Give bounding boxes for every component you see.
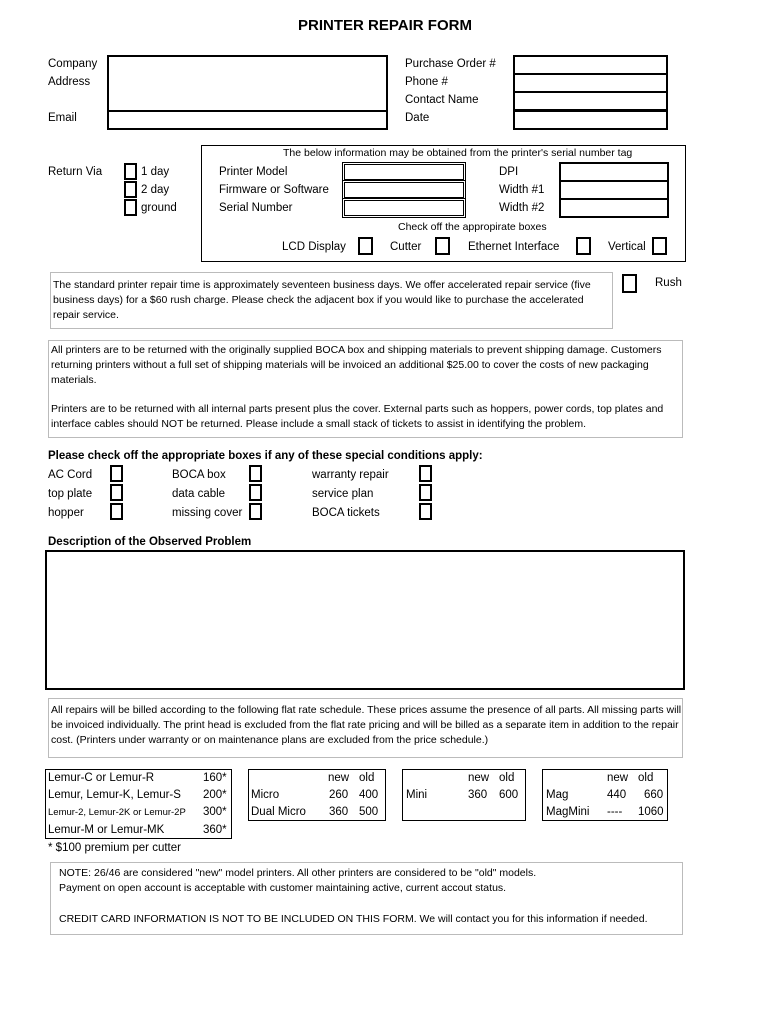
serial-tag-note: The below information may be obtained from the printer's serial number tag: [283, 147, 633, 159]
warranty-repair-checkbox[interactable]: [419, 465, 432, 482]
ethernet-label: Ethernet Interface: [468, 241, 560, 253]
special-service-plan-label: service plan: [312, 488, 374, 500]
phone-label: Phone #: [405, 76, 448, 88]
lemur-price: 300*: [203, 806, 227, 818]
contact-label: Contact Name: [405, 94, 479, 106]
mag-old: 1060: [638, 806, 664, 818]
dpi-field[interactable]: [559, 162, 669, 182]
date-label: Date: [405, 112, 430, 124]
note-line-1: NOTE: 26/46 are considered "new" model printers. All other printers are considered to be "old" models.: [59, 867, 537, 879]
width2-field[interactable]: [559, 198, 669, 218]
check-boxes-note: Check off the appropirate boxes: [398, 221, 547, 233]
address-label: Address: [48, 76, 91, 88]
return-via-label: Return Via: [48, 166, 103, 178]
lcd-display-checkbox[interactable]: [358, 237, 373, 255]
micro-new: 360: [329, 806, 349, 818]
mini-new: 360: [468, 789, 488, 801]
ac-cord-checkbox[interactable]: [110, 465, 123, 482]
boca-box-checkbox[interactable]: [249, 465, 262, 482]
special-boca-box-label: BOCA box: [172, 469, 226, 481]
lemur-name: Lemur-2, Lemur-2K or Lemur-2P: [48, 807, 186, 818]
hopper-checkbox[interactable]: [110, 503, 123, 520]
return-option-label: 2 day: [141, 184, 170, 196]
firmware-field[interactable]: [342, 180, 466, 200]
lemur-price: 360*: [203, 824, 227, 836]
return-option-label: ground: [141, 202, 177, 214]
mag-name: MagMini: [546, 806, 590, 818]
firmware-label: Firmware or Software: [219, 184, 329, 196]
dpi-label: DPI: [499, 166, 519, 178]
po-field[interactable]: [513, 55, 668, 75]
problem-description-field[interactable]: [45, 550, 685, 690]
special-hopper-label: hopper: [48, 507, 84, 519]
return-2day-checkbox[interactable]: [124, 181, 137, 198]
old-header: old: [499, 772, 515, 784]
rush-text: The standard printer repair time is approximately seventeen business days. We offer accelerated repair service (five business days) for a $60 rush charge. Please check the adjacent box if you would like to purchase the accelerated repair service.: [53, 279, 591, 321]
return-option-label: 1 day: [141, 166, 170, 178]
vertical-checkbox[interactable]: [652, 237, 667, 255]
special-ac-cord-label: AC Cord: [48, 469, 93, 481]
note-line-3: CREDIT CARD INFORMATION IS NOT TO BE INCLUDED ON THIS FORM. We will contact you for this information if needed.: [59, 913, 648, 925]
cutter-checkbox[interactable]: [435, 237, 450, 255]
return-ground-checkbox[interactable]: [124, 199, 137, 216]
micro-name: Dual Micro: [251, 806, 306, 818]
new-header: new: [328, 772, 350, 784]
micro-old: 400: [359, 789, 379, 801]
company-address-field[interactable]: [107, 55, 388, 112]
serial-number-field[interactable]: [342, 198, 466, 218]
return-policy-p2: Printers are to be returned with all internal parts present plus the cover. External parts such as hoppers, power cords, top plates and interface cables should NOT be returned. Please include a small stack of tickets to assist in identifying the problem.: [51, 403, 664, 430]
mini-old: 600: [499, 789, 519, 801]
old-header: old: [638, 772, 654, 784]
top-plate-checkbox[interactable]: [110, 484, 123, 501]
lemur-name: Lemur-C or Lemur-R: [48, 772, 155, 784]
special-warranty-label: warranty repair: [312, 469, 389, 481]
mag-name: Mag: [546, 789, 569, 801]
new-header: new: [607, 772, 629, 784]
printer-model-label: Printer Model: [219, 166, 288, 178]
lcd-display-label: LCD Display: [282, 241, 346, 253]
phone-field[interactable]: [513, 73, 668, 93]
return-1day-checkbox[interactable]: [124, 163, 137, 180]
email-label: Email: [48, 112, 77, 124]
data-cable-checkbox[interactable]: [249, 484, 262, 501]
mag-new: ----: [607, 806, 623, 818]
contact-field[interactable]: [513, 91, 668, 111]
billing-text: All repairs will be billed according to the following flat rate schedule. These prices assume the presence of all parts. All missing parts will be invoiced individually. The print head is excluded from the flat rate pricing and will be billed as a separate item in addition to the repair cost. (Printers under warranty or on maintenance plans are excluded from the price schedule.): [51, 704, 682, 746]
missing-cover-checkbox[interactable]: [249, 503, 262, 520]
micro-new: 260: [329, 789, 349, 801]
lemur-price: 160*: [203, 772, 227, 784]
service-plan-checkbox[interactable]: [419, 484, 432, 501]
special-top-plate-label: top plate: [48, 488, 93, 500]
lemur-price: 200*: [203, 789, 227, 801]
width1-field[interactable]: [559, 180, 669, 200]
width2-label: Width #2: [499, 202, 545, 214]
boca-tickets-checkbox[interactable]: [419, 503, 432, 520]
note-line-2: Payment on open account is acceptable with customer maintaining active, current accout status.: [59, 882, 507, 894]
special-missing-cover-label: missing cover: [172, 507, 243, 519]
rush-label: Rush: [655, 277, 682, 289]
serial-number-label: Serial Number: [219, 202, 293, 214]
mag-old: 660: [644, 789, 664, 801]
lemur-name: Lemur-M or Lemur-MK: [48, 824, 165, 836]
new-header: new: [468, 772, 490, 784]
micro-old: 500: [359, 806, 379, 818]
description-heading: Description of the Observed Problem: [48, 536, 252, 548]
vertical-label: Vertical: [608, 241, 646, 253]
rush-checkbox[interactable]: [622, 274, 637, 293]
company-label: Company: [48, 58, 98, 70]
micro-name: Micro: [251, 789, 280, 801]
date-field[interactable]: [513, 110, 668, 130]
return-policy-p1: All printers are to be returned with the originally supplied BOCA box and shipping materials to prevent shipping damage. Customers returning printers without a full set of shipping materials will be invoiced an additional $25.00 to cover the costs of new packaging materials.: [51, 344, 662, 386]
form-title: PRINTER REPAIR FORM: [298, 17, 472, 34]
old-header: old: [359, 772, 375, 784]
special-conditions-heading: Please check off the appropriate boxes if any of these special conditions apply:: [48, 450, 483, 462]
email-field[interactable]: [107, 110, 388, 130]
mini-name: Mini: [406, 789, 428, 801]
mag-new: 440: [607, 789, 627, 801]
printer-model-field[interactable]: [342, 162, 466, 182]
po-label: Purchase Order #: [405, 58, 496, 70]
ethernet-checkbox[interactable]: [576, 237, 591, 255]
special-boca-tickets-label: BOCA tickets: [312, 507, 380, 519]
special-data-cable-label: data cable: [172, 488, 226, 500]
cutter-note: * $100 premium per cutter: [48, 842, 181, 854]
width1-label: Width #1: [499, 184, 545, 196]
cutter-label: Cutter: [390, 241, 422, 253]
lemur-name: Lemur, Lemur-K, Lemur-S: [48, 789, 181, 801]
